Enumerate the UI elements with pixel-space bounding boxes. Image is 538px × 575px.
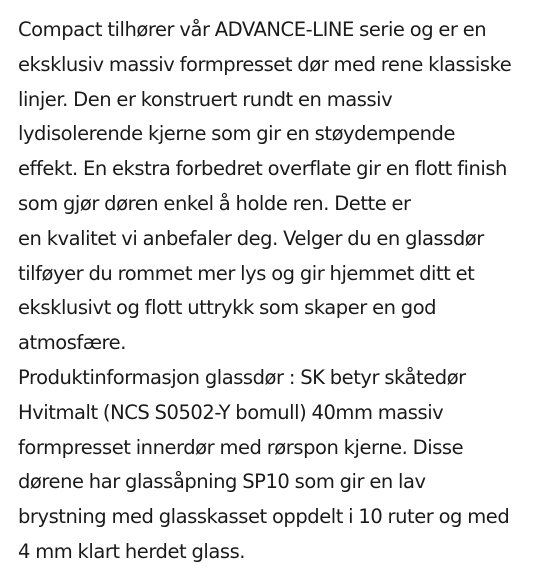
text-line: eksklusivt og flott uttrykk som skaper en god	[18, 296, 437, 320]
text-line: eksklusiv massiv formpresset dør med rene klassiske	[18, 52, 512, 76]
text-line: dørene har glassåpning SP10 som gir en lav	[18, 470, 426, 494]
product-description	[18, 13, 533, 570]
text-line: effekt. En ekstra forbedret overflate gir en flott finish	[18, 157, 507, 181]
text-line: 4 mm klart herdet glass.	[18, 539, 246, 563]
text-line: tilføyer du rommet mer lys og gir hjemmet ditt et	[18, 261, 475, 285]
text-line: atmosfære.	[18, 331, 126, 355]
description-paragraph-2	[18, 361, 533, 570]
text-line: lydisolerende kjerne som gir en støydempende	[18, 122, 456, 146]
text-line: Produktinformasjon glassdør : SK betyr skåtedør	[18, 365, 466, 389]
text-line: formpresset innerdør med rørspon kjerne. Disse	[18, 435, 464, 459]
description-paragraph-1	[18, 13, 533, 361]
text-line: Compact tilhører vår ADVANCE-LINE serie og er en	[18, 18, 487, 41]
text-line: en kvalitet vi anbefaler deg. Velger du en glassdør	[18, 226, 484, 250]
text-line: Hvitmalt (NCS S0502-Y bomull) 40mm massiv	[18, 400, 444, 424]
text-line: brystning med glasskasset oppdelt i 10 ruter og med	[18, 505, 510, 529]
text-line: som gjør døren enkel å holde ren. Dette er	[18, 191, 411, 215]
text-line: linjer. Den er konstruert rundt en massiv	[18, 87, 393, 111]
